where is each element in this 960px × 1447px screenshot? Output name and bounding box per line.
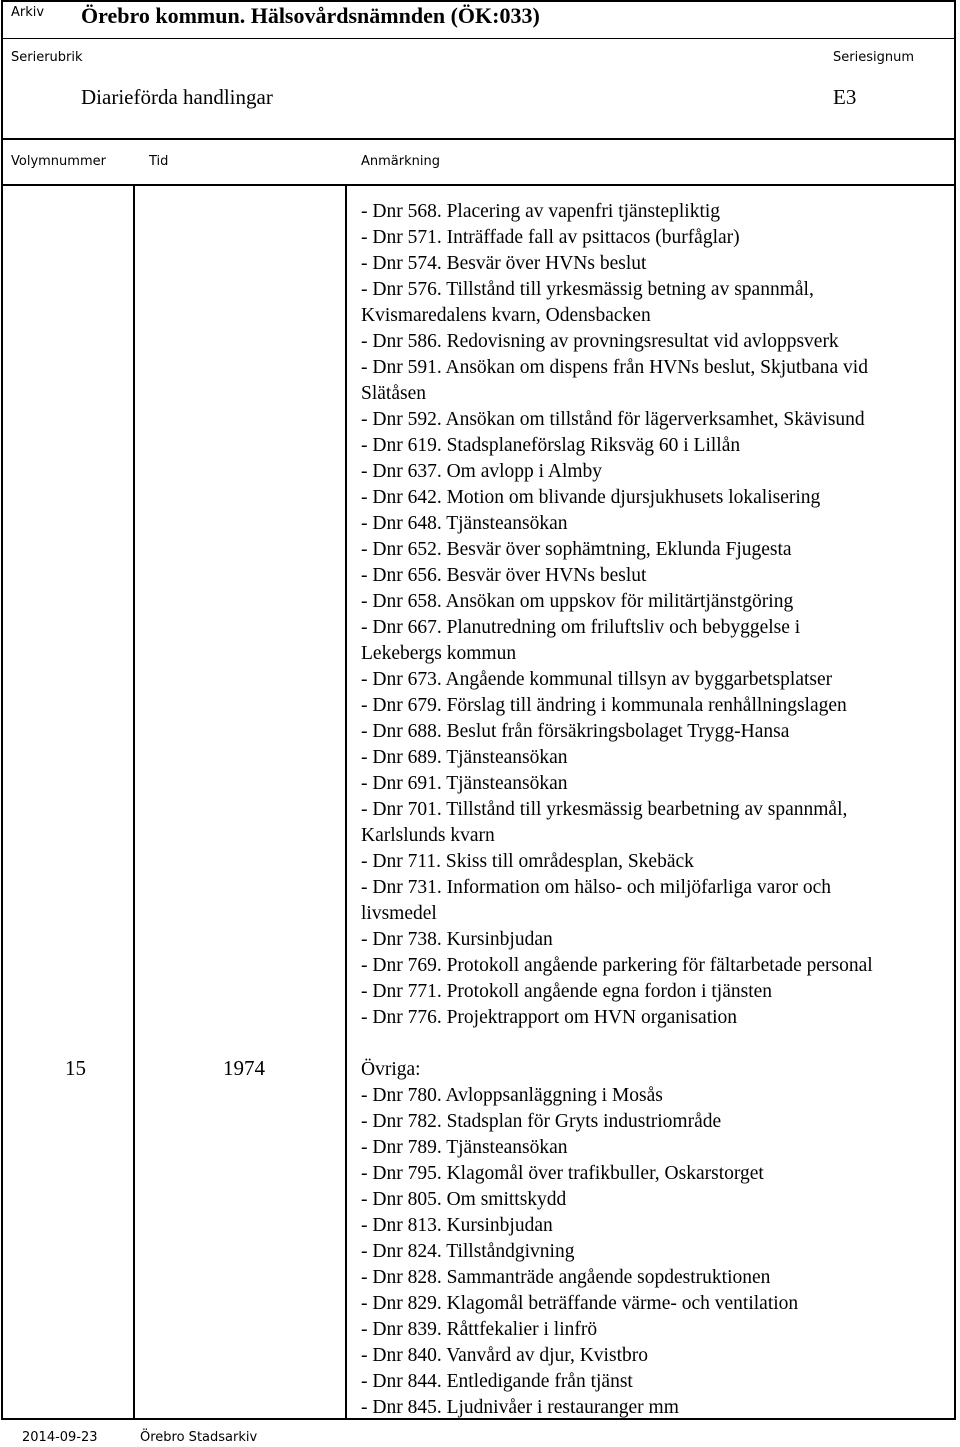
entry-line: - Dnr 789. Tjänsteansökan	[361, 1137, 568, 1158]
column-divider	[345, 186, 347, 1418]
archive-title: Örebro kommun. Hälsovårdsnämnden (ÖK:033)	[81, 3, 540, 28]
entry-line: - Dnr 738. Kursinbjudan	[361, 929, 553, 950]
entry-line: Övriga:	[361, 1059, 421, 1080]
column-header-row	[1, 140, 956, 186]
column-header-note: Anmärkning	[361, 154, 440, 169]
entry-line: - Dnr 574. Besvär över HVNs beslut	[361, 253, 647, 274]
entry-line: - Dnr 691. Tjänsteansökan	[361, 773, 568, 794]
entry-line: - Dnr 576. Tillstånd till yrkesmässig betning av spannmål,	[361, 279, 814, 300]
entry-line: - Dnr 637. Om avlopp i Almby	[361, 461, 603, 482]
entry-line: - Dnr 828. Sammanträde angående sopdestruktionen	[361, 1267, 771, 1288]
footer-organization: Örebro Stadsarkiv	[140, 1430, 258, 1445]
entry-line: Slätåsen	[361, 383, 426, 404]
entry-line: livsmedel	[361, 903, 437, 924]
entry-line: - Dnr 591. Ansökan om dispens från HVNs beslut, Skjutbana vid	[361, 357, 868, 378]
entry-line: - Dnr 780. Avloppsanläggning i Mosås	[361, 1085, 663, 1106]
archive-row	[3, 2, 954, 39]
footer-date: 2014-09-23	[22, 1430, 98, 1445]
record-table	[1, 186, 956, 1420]
entry-line: - Dnr 689. Tjänsteansökan	[361, 747, 568, 768]
series-header	[1, 0, 956, 140]
entry-line: - Dnr 656. Besvär över HVNs beslut	[361, 565, 647, 586]
entry-line: - Dnr 658. Ansökan om uppskov för militärtjänstgöring	[361, 591, 794, 612]
record-year: 1974	[223, 1056, 265, 1080]
entry-line: - Dnr 592. Ansökan om tillstånd för lägerverksamhet, Skävisund	[361, 409, 865, 430]
series-value: Diarieförda handlingar	[81, 85, 273, 109]
entry-line: - Dnr 642. Motion om blivande djursjukhusets lokalisering	[361, 487, 821, 508]
entry-line: - Dnr 652. Besvär över sophämtning, Eklunda Fjugesta	[361, 539, 792, 560]
entry-line: - Dnr 805. Om smittskydd	[361, 1189, 567, 1210]
entry-line: Lekebergs kommun	[361, 643, 517, 664]
entry-line: - Dnr 771. Protokoll angående egna fordon i tjänsten	[361, 981, 773, 1002]
entry-line: - Dnr 813. Kursinbjudan	[361, 1215, 553, 1236]
entry-line: - Dnr 845. Ljudnivåer i restauranger mm	[361, 1397, 679, 1418]
entry-line: - Dnr 782. Stadsplan för Gryts industriområde	[361, 1111, 722, 1132]
entry-line: Kvismaredalens kvarn, Odensbacken	[361, 305, 651, 326]
entry-line: - Dnr 619. Stadsplaneförslag Riksväg 60 i Lillån	[361, 435, 741, 456]
entry-line: - Dnr 769. Protokoll angående parkering för fältarbetade personal	[361, 955, 873, 976]
entry-line: - Dnr 688. Beslut från försäkringsbolaget Trygg-Hansa	[361, 721, 790, 742]
volume-number: 15	[65, 1056, 86, 1080]
entry-line: - Dnr 648. Tjänsteansökan	[361, 513, 568, 534]
entry-line: - Dnr 731. Information om hälso- och miljöfarliga varor och	[361, 877, 832, 898]
entry-line: - Dnr 839. Råttfekalier i linfrö	[361, 1319, 598, 1340]
series-label: Serierubrik	[11, 50, 83, 65]
entry-line: - Dnr 829. Klagomål beträffande värme- och ventilation	[361, 1293, 799, 1314]
entry-line: Karlslunds kvarn	[361, 825, 495, 846]
signum-value: E3	[833, 85, 857, 109]
entry-list	[361, 199, 957, 1421]
entry-line: - Dnr 571. Inträffade fall av psittacos (burfåglar)	[361, 227, 740, 248]
archive-label: Arkiv	[11, 5, 45, 20]
entry-line: - Dnr 824. Tillståndgivning	[361, 1241, 575, 1262]
entry-line: - Dnr 586. Redovisning av provningsresultat vid avloppsverk	[361, 331, 839, 352]
entry-line: - Dnr 776. Projektrapport om HVN organisation	[361, 1007, 738, 1028]
entry-line: - Dnr 667. Planutredning om friluftsliv och bebyggelse i	[361, 617, 801, 638]
entry-line: - Dnr 711. Skiss till områdesplan, Skebäck	[361, 851, 694, 872]
column-divider	[133, 186, 135, 1418]
entry-line: - Dnr 840. Vanvård av djur, Kvistbro	[361, 1345, 648, 1366]
column-header-volume: Volymnummer	[11, 154, 106, 169]
column-header-time: Tid	[149, 154, 169, 169]
entry-line: - Dnr 844. Entledigande från tjänst	[361, 1371, 633, 1392]
entry-line: - Dnr 568. Placering av vapenfri tjänstepliktig	[361, 201, 721, 222]
entry-spacer	[361, 1031, 957, 1057]
entry-line: - Dnr 673. Angående kommunal tillsyn av byggarbetsplatser	[361, 669, 833, 690]
entry-line: - Dnr 679. Förslag till ändring i kommunala renhållningslagen	[361, 695, 847, 716]
signum-label: Seriesignum	[833, 50, 914, 65]
entry-line: - Dnr 701. Tillstånd till yrkesmässig bearbetning av spannmål,	[361, 799, 848, 820]
entry-line: - Dnr 795. Klagomål över trafikbuller, Oskarstorget	[361, 1163, 764, 1184]
